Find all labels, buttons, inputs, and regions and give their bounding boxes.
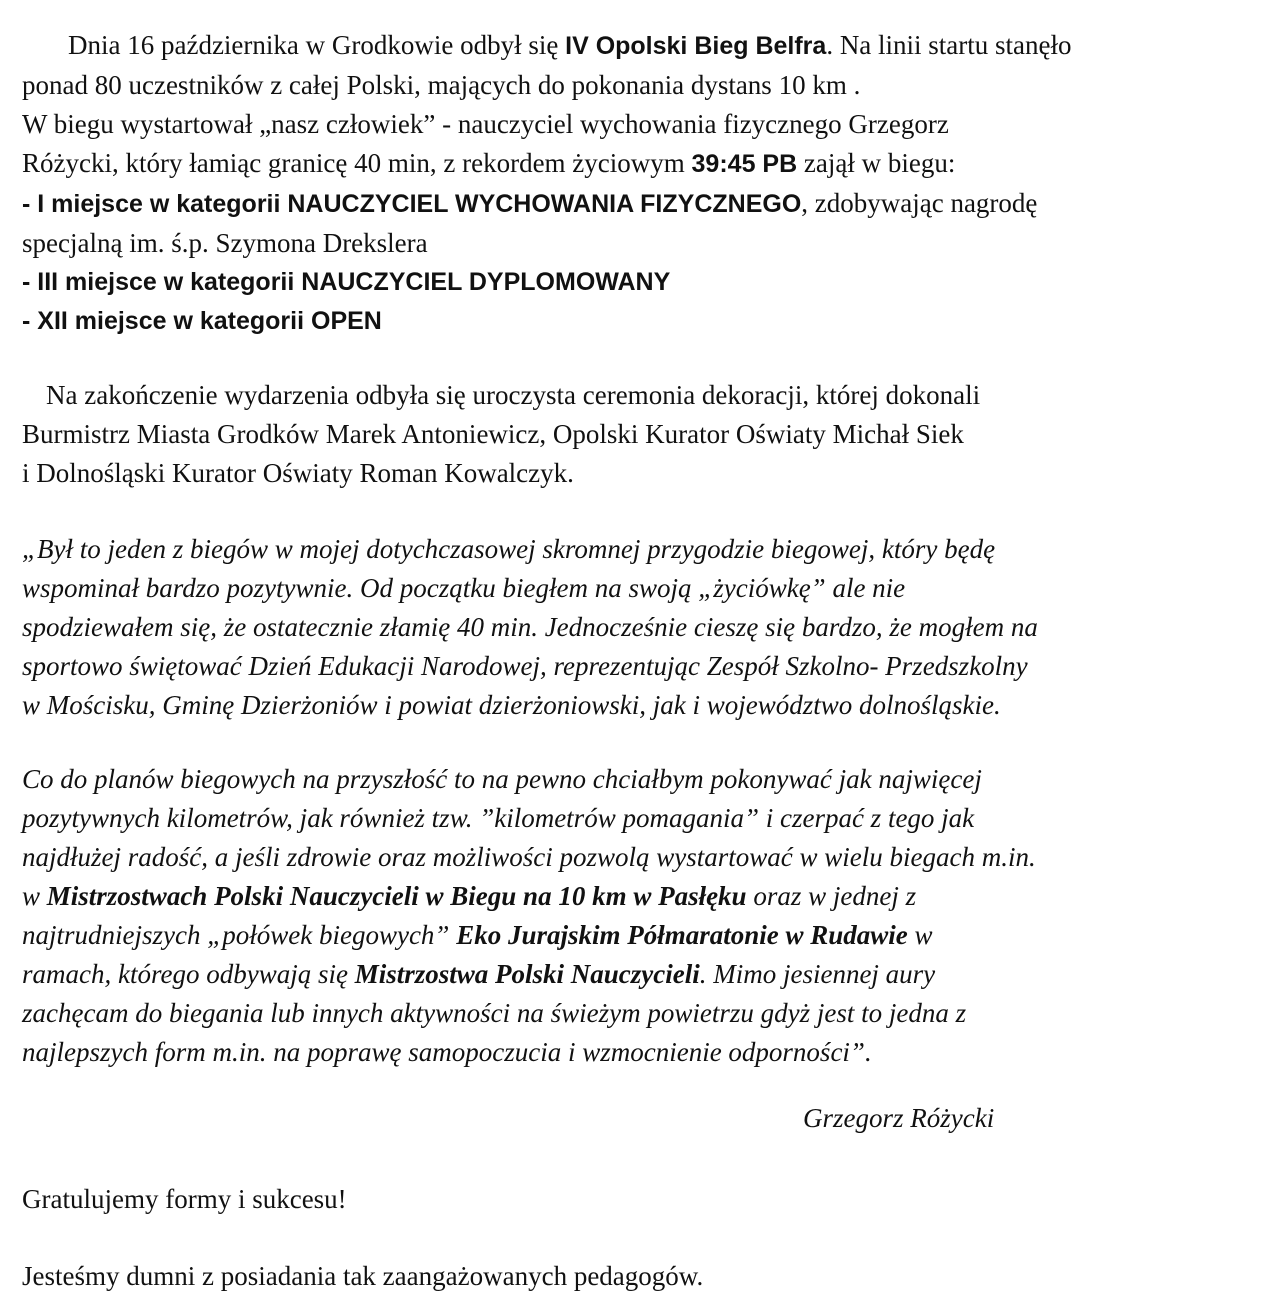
text-span: w (907, 920, 933, 950)
text-line: „Był to jeden z biegów w mojej dotychczasowej skromnej przygodzie biegowej, który będę (22, 534, 996, 564)
congratulations-line: Gratulujemy formy i sukcesu! (22, 1184, 347, 1214)
text-line: najdłużej radość, a jeśli zdrowie oraz możliwości pozwolą wystartować w wielu biegach m.in. (22, 842, 1036, 872)
text-line: pozytywnych kilometrów, jak również tzw. ”kilometrów pomagania” i czerpać z tego jak (22, 803, 975, 833)
paragraph-ceremony (22, 376, 1272, 493)
result-line-3: - XII miejsce w kategorii OPEN (22, 307, 382, 335)
text-line: Co do planów biegowych na przyszłość to na pewno chciałbym pokonywać jak najwięcej (22, 764, 982, 794)
text-span: , zdobywając nagrodę (801, 188, 1038, 218)
text-span: Dnia 16 października w Grodkowie odbył się (68, 30, 566, 60)
text-span: najtrudniejszych „połówek biegowych” (22, 920, 457, 950)
championship-name: Mistrzostwa Polski Nauczycieli (354, 959, 700, 989)
signature: Grzegorz Różycki (803, 1103, 995, 1133)
text-line: spodziewałem się, że ostatecznie złamię 40 min. Jednocześnie cieszę się bardzo, że mogłem na (22, 612, 1038, 642)
championship-name: Mistrzostwach Polski Nauczycieli w Biegu na 10 km w Pasłęku (46, 881, 747, 911)
text-line (22, 26, 1272, 66)
text-line (22, 144, 1272, 184)
text-span: w (22, 881, 47, 911)
result-category: - I miejsce w kategorii NAUCZYCIEL WYCHOWANIA FIZYCZNEGO (22, 190, 802, 218)
event-name: IV Opolski Bieg Belfra (565, 32, 827, 60)
text-line: Burmistrz Miasta Grodków Marek Antoniewicz, Opolski Kurator Oświaty Michał Siek (22, 419, 964, 449)
result-line-2: - III miejsce w kategorii NAUCZYCIEL DYPLOMOWANY (22, 268, 671, 296)
text-line (22, 877, 1272, 916)
text-line: Na zakończenie wydarzenia odbyła się uroczysta ceremonia dekoracji, której dokonali (46, 380, 981, 410)
text-line: W biegu wystartował „nasz człowiek” - nauczyciel wychowania fizycznego Grzegorz (22, 109, 949, 139)
record-time: 39:45 PB (691, 150, 798, 178)
text-span: . Mimo jesiennej aury (699, 959, 936, 989)
text-span: zajął w biegu: (797, 148, 956, 178)
text-line: zachęcam do biegania lub innych aktywności na świeżym powietrzu gdyż jest to jedna z (22, 998, 967, 1028)
paragraph-quote-2 (22, 760, 1272, 1072)
text-line: najlepszych form m.in. na poprawę samopoczucia i wzmocnienie odporności”. (22, 1037, 872, 1067)
result-line-1 (22, 184, 1272, 224)
text-span: . Na linii startu stanęło (826, 30, 1072, 60)
text-line (22, 955, 1272, 994)
half-marathon-name: Eko Jurajskim Półmaratonie w Rudawie (456, 920, 908, 950)
text-line: specjalną im. ś.p. Szymona Drekslera (22, 228, 428, 258)
text-span: oraz w jednej z (746, 881, 917, 911)
paragraph-event-report (22, 26, 1272, 341)
text-line: w Mościsku, Gminę Dzierżoniów i powiat dzierżoniowski, jak i województwo dolnośląskie. (22, 690, 1001, 720)
text-line: wspominał bardzo pozytywnie. Od początku biegłem na swoją „życiówkę” ale nie (22, 573, 906, 603)
paragraph-quote-1 (22, 530, 1272, 725)
text-span: ramach, którego odbywają się (22, 959, 355, 989)
text-line: i Dolnośląski Kurator Oświaty Roman Kowalczyk. (22, 458, 574, 488)
text-line (22, 916, 1272, 955)
closing-line: Jesteśmy dumni z posiadania tak zaangażowanych pedagogów. (22, 1261, 704, 1291)
text-span: Różycki, który łamiąc granicę 40 min, z rekordem życiowym (22, 148, 692, 178)
text-line: sportowo świętować Dzień Edukacji Narodowej, reprezentując Zespół Szkolno- Przedszkolny (22, 651, 1028, 681)
text-line: ponad 80 uczestników z całej Polski, mających do pokonania dystans 10 km . (22, 70, 861, 100)
